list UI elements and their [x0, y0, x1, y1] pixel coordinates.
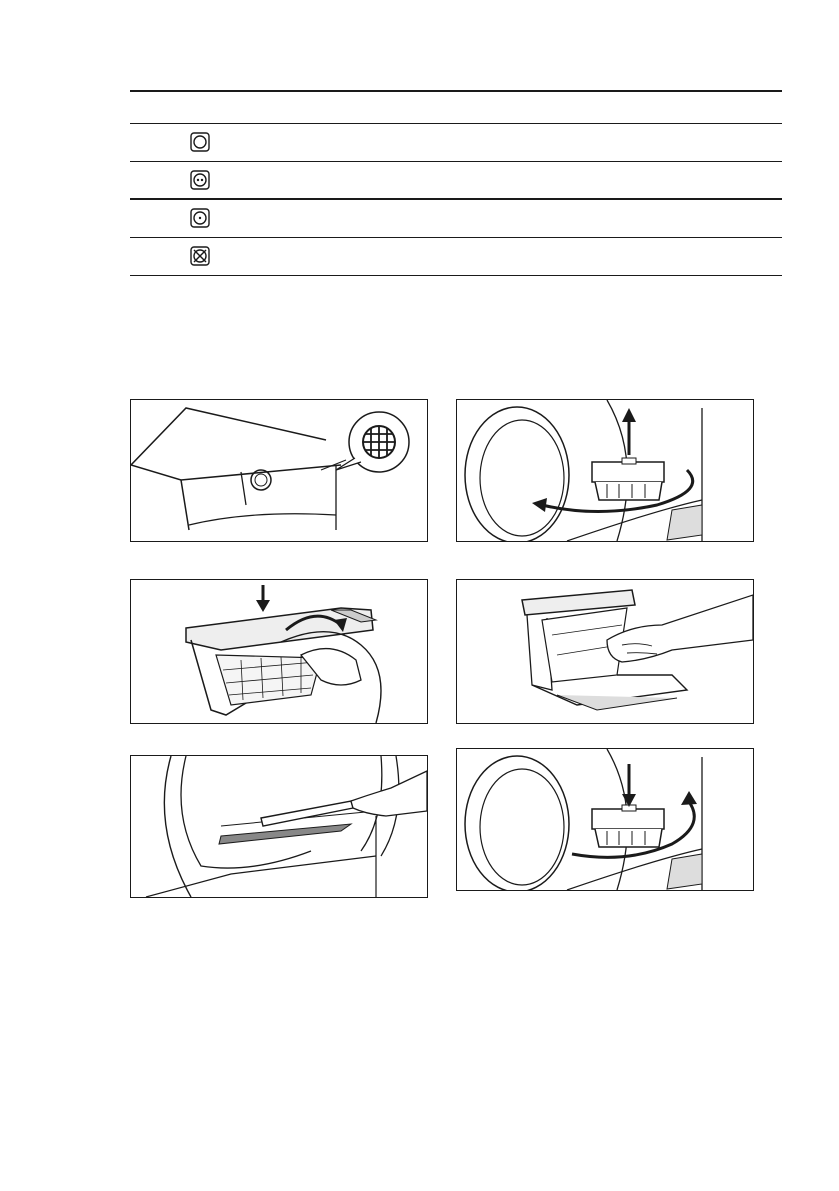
arrow-up-icon [622, 408, 636, 455]
open-filter-illustration [131, 580, 427, 723]
table-row [130, 199, 782, 237]
filter-indicator-figure [130, 399, 428, 542]
clean-filter-figure [456, 579, 754, 724]
clean-filter-illustration [457, 580, 753, 723]
remove-filter-illustration [457, 400, 753, 541]
remove-filter-figure [456, 399, 754, 542]
clean-seat-figure [130, 755, 428, 898]
filter-grid-icon [336, 412, 409, 472]
lint-filter-shape [592, 458, 664, 500]
clean-seat-illustration [131, 756, 427, 897]
table-row [130, 161, 782, 199]
lint-filter-shape [592, 805, 664, 847]
open-filter-figure [130, 579, 428, 724]
square-circle-care-icon [190, 132, 210, 152]
table-header-row [130, 91, 782, 123]
square-crossed-care-icon [190, 246, 210, 266]
care-symbols-table [130, 90, 782, 276]
insert-filter-illustration [457, 749, 753, 890]
dryer-top-illustration [131, 400, 427, 541]
arrow-down-icon [622, 764, 636, 807]
table-row [130, 123, 782, 161]
arrow-down-icon [256, 585, 270, 612]
square-circle-two-dots-care-icon [190, 170, 210, 190]
square-circle-one-dot-care-icon [190, 208, 210, 228]
vacuum-nozzle-icon [261, 771, 427, 826]
insert-filter-figure [456, 748, 754, 891]
table-row [130, 237, 782, 275]
